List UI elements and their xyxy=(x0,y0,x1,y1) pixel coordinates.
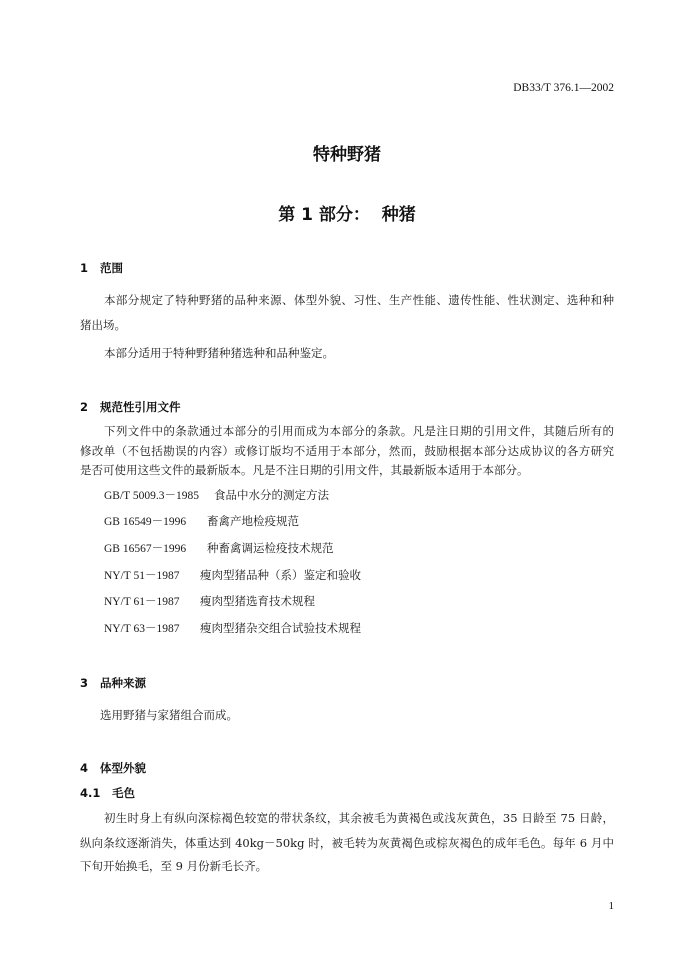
reference-item xyxy=(104,540,334,557)
section-number: 3 xyxy=(80,676,89,690)
section-number: 1 xyxy=(80,261,89,275)
reference-code: NY/T 51－1987 xyxy=(104,570,180,582)
paragraph-line: 本部分规定了特种野猪的品种来源、体型外貌、习性、生产性能、遗传性能、性状测定、选种和种 xyxy=(104,293,614,307)
reference-item xyxy=(104,513,299,530)
reference-name: 瘦肉型猪品种（系）鉴定和验收 xyxy=(200,568,361,582)
document-title: 特种野猪 xyxy=(313,145,381,165)
paragraph-line: 选用野猪与家猪组合而成。 xyxy=(100,708,238,722)
reference-name: 瘦肉型猪杂交组合试验技术规程 xyxy=(200,621,361,635)
reference-name: 食品中水分的测定方法 xyxy=(214,488,329,502)
section-title: 毛色 xyxy=(112,786,135,800)
paragraph-line: 下列文件中的条款通过本部分的引用而成为本部分的条款。凡是注日期的引用文件，其随后所有的 xyxy=(104,424,614,438)
section-heading-breed-origin xyxy=(80,675,146,691)
reference-code: NY/T 63－1987 xyxy=(104,623,180,635)
paragraph-line: 初生时身上有纵向深棕褐色较宽的带状条纹，其余被毛为黄褐色或浅灰黄色，35 日龄至 75 日龄， xyxy=(104,811,614,825)
section-title: 体型外貌 xyxy=(100,761,146,775)
reference-code: NY/T 61－1987 xyxy=(104,596,180,608)
section-heading-appearance xyxy=(80,760,146,776)
section-number: 4.1 xyxy=(80,786,101,800)
paragraph-line: 下旬开始换毛，至 9 月份新毛长齐。 xyxy=(80,859,268,873)
section-title: 品种来源 xyxy=(100,676,146,690)
reference-item xyxy=(104,620,361,637)
section-title: 规范性引用文件 xyxy=(100,400,181,414)
part-title: 第 1 部分： 种猪 xyxy=(278,205,416,225)
reference-name: 种畜禽调运检疫技术规范 xyxy=(207,541,334,555)
reference-item xyxy=(104,567,361,584)
reference-code: GB 16567－1996 xyxy=(104,543,187,555)
reference-item xyxy=(104,487,329,504)
reference-item xyxy=(104,593,315,610)
subsection-heading-coat-color xyxy=(80,785,135,801)
paragraph-line: 纵向条纹逐渐消失，体重达到 40kg－50kg 时，被毛转为灰黄褐色或棕灰褐色的成年毛色。每年 6 月中 xyxy=(80,836,614,850)
section-number: 4 xyxy=(80,761,89,775)
section-number: 2 xyxy=(80,400,89,414)
section-heading-scope xyxy=(80,260,123,276)
section-title: 范围 xyxy=(100,261,123,275)
reference-name: 畜禽产地检疫规范 xyxy=(207,514,299,528)
section-heading-normative-references xyxy=(80,399,181,415)
reference-name: 瘦肉型猪选育技术规程 xyxy=(200,594,315,608)
reference-code: GB/T 5009.3－1985 xyxy=(104,490,199,502)
page-number: 1 xyxy=(608,900,614,912)
reference-code: GB 16549－1996 xyxy=(104,516,187,528)
paragraph-line: 本部分适用于特种野猪种猪选种和品种鉴定。 xyxy=(104,346,334,360)
paragraph-line: 是否可使用这些文件的最新版本。凡是不注日期的引用文件，其最新版本适用于本部分。 xyxy=(80,463,529,477)
standard-code-header: DB33/T 376.1—2002 xyxy=(513,82,614,94)
paragraph-line: 猪出场。 xyxy=(80,318,126,332)
paragraph-line: 修改单（不包括勘误的内容）或修订版均不适用于本部分，然而，鼓励根据本部分达成协议的各方研究 xyxy=(80,444,614,458)
